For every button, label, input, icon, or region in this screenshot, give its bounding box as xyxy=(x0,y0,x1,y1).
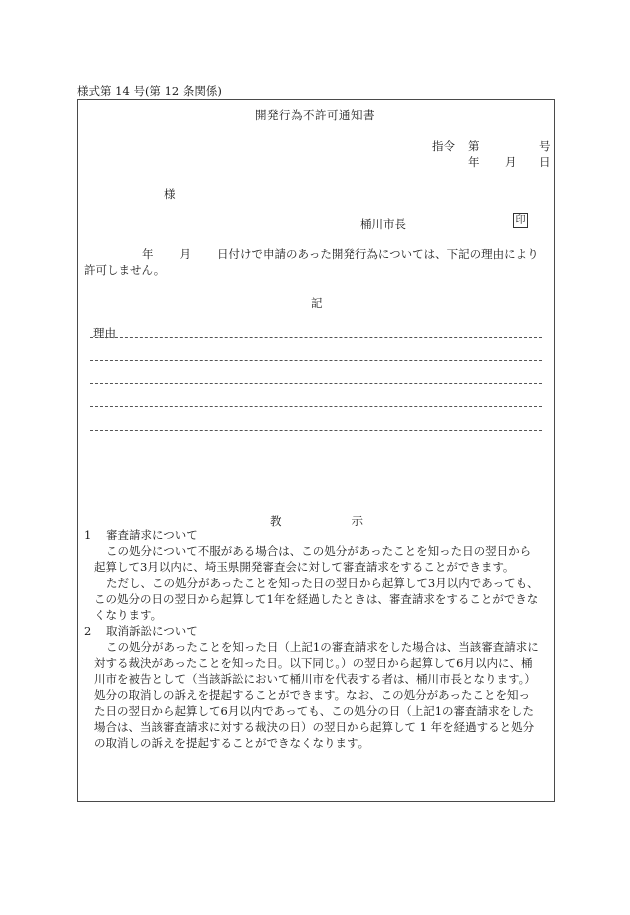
body-year: 年 xyxy=(142,247,154,261)
instructions-heading-left: 教 xyxy=(270,514,282,528)
section-line: 場合は、当該審査請求に対する裁決の日）の翌日から起算して 1 年を経過すると処分 xyxy=(94,720,535,734)
section-line: 川市を被告として（当該訴訟において桶川市を代表する者は、桶川市長となります。） xyxy=(94,672,536,686)
ki-heading: 記 xyxy=(311,296,323,310)
form-number-label: 様式第 14 号(第 12 条関係) xyxy=(77,84,222,98)
document-title: 開発行為不許可通知書 xyxy=(255,108,375,122)
section-line: この処分があったことを知った日（上記1の審査請求をした場合は、当該審査請求に xyxy=(106,640,539,654)
body-text-line1: 日付けで申請のあった開発行為については、下記の理由により xyxy=(217,247,539,261)
body-month: 月 xyxy=(179,247,191,261)
section-line: くなります。 xyxy=(94,608,163,622)
section-heading xyxy=(84,527,550,543)
reason-line xyxy=(90,430,542,431)
section-line: た日の翌日から起算して6月以内であっても、この処分の日（上記1の審査請求をした xyxy=(94,704,535,718)
issuer-name: 桶川市長 xyxy=(360,217,406,231)
section-line: の取消しの訴えを提起することができなくなります。 xyxy=(94,736,370,750)
section-title: 審査請求について xyxy=(106,528,198,542)
date-day: 日 xyxy=(539,155,551,169)
order-gou: 号 xyxy=(539,139,551,153)
section-line: ただし、この処分があったことを知った日の翌日から起算して3月以内であっても、 xyxy=(106,576,539,590)
section-line: 起算して3月以内に、埼玉県開発審査会に対して審査請求をすることができます。 xyxy=(94,560,515,574)
section-line: 処分の取消しの訴えを提起することができます。なお、この処分があったことを知っ xyxy=(94,688,530,702)
section-number: 1 xyxy=(84,528,92,542)
reason-label: 理由 xyxy=(93,326,116,340)
reason-line xyxy=(90,337,542,338)
reason-line xyxy=(90,406,542,407)
section-heading xyxy=(84,623,550,639)
date-month: 月 xyxy=(505,155,517,169)
section-line: この処分について不服がある場合は、この処分があったことを知った日の翌日から xyxy=(106,544,532,558)
order-dai: 第 xyxy=(468,139,480,153)
section-line: この処分の日の翌日から起算して1年を経過したときは、審査請求をすることができな xyxy=(94,592,539,606)
section-number: 2 xyxy=(84,624,92,638)
section-title: 取消訴訟について xyxy=(106,624,198,638)
body-text-line2: 許可しません。 xyxy=(84,263,166,277)
body-paragraph xyxy=(84,246,550,278)
addressee-suffix: 様 xyxy=(164,187,176,201)
order-prefix: 指令 xyxy=(432,139,455,153)
instructions-heading-right: 示 xyxy=(351,514,363,528)
section-line: 対する裁決があったことを知った日。以下同じ。）の翌日から起算して6月以内に、桶 xyxy=(94,656,533,670)
reason-line xyxy=(90,360,542,361)
date-year: 年 xyxy=(468,155,480,169)
reason-line xyxy=(90,383,542,384)
instructions-body xyxy=(84,527,550,751)
seal-mark: 印 xyxy=(513,213,528,228)
